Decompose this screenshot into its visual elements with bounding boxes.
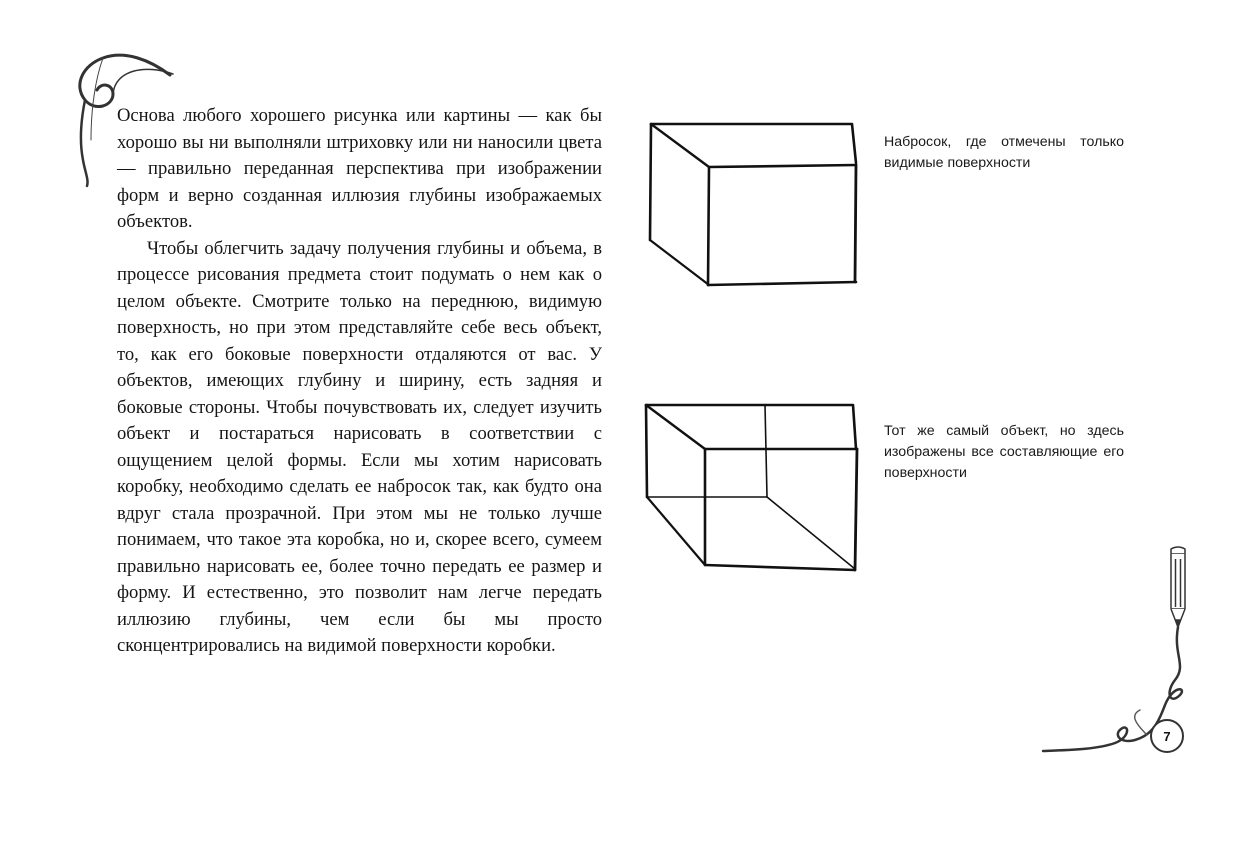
box-sketch-visible-surfaces [640,115,870,295]
body-text [117,103,602,660]
pencil-ornament [1035,545,1215,760]
paragraph: Основа любого хорошего рисунка или картины — как бы хорошо вы ни выполняли штриховку или ни наносили цвета — правильно переданная перспектива при изображении форм и верно созданная иллюзия глубины изображаемых объектов. [117,105,602,232]
figure-caption-bottom: Тот же самый объект, но здесь изображены все составляющие его поверхности [884,423,1124,481]
figure-caption-top: Набросок, где отмечены только видимые поверхности [884,134,1124,171]
page-number: 7 [1150,719,1184,753]
paragraph: Чтобы облегчить задачу получения глубины и объема, в процессе рисования предмета стоит подумать о нем как о целом объекте. Смотрите только на переднюю, видимую поверхность, но при этом представляйте себе весь объект, то, как его боковые поверхности отдаляются от вас. У объектов, имеющих глубину и ширину, есть задняя и боковые стороны. Чтобы почувствовать их, следует изучить объект и постараться нарисовать в соответствии с ощущением целой формы. Если мы хотим нарисовать коробку, необходимо сделать ее набросок так, как будто она вдруг стала прозрачной. При этом мы не только лучше понимаем, что такое эта коробка, но и, скорее всего, сумеем правильно нарисовать ее, более точно передать ее размер и форму. И естественно, это позволит нам легче передать иллюзию глубины, чем если бы мы просто сконцентрировались на видимой поверхности коробки. [117,237,602,656]
box-sketch-transparent [635,397,867,579]
